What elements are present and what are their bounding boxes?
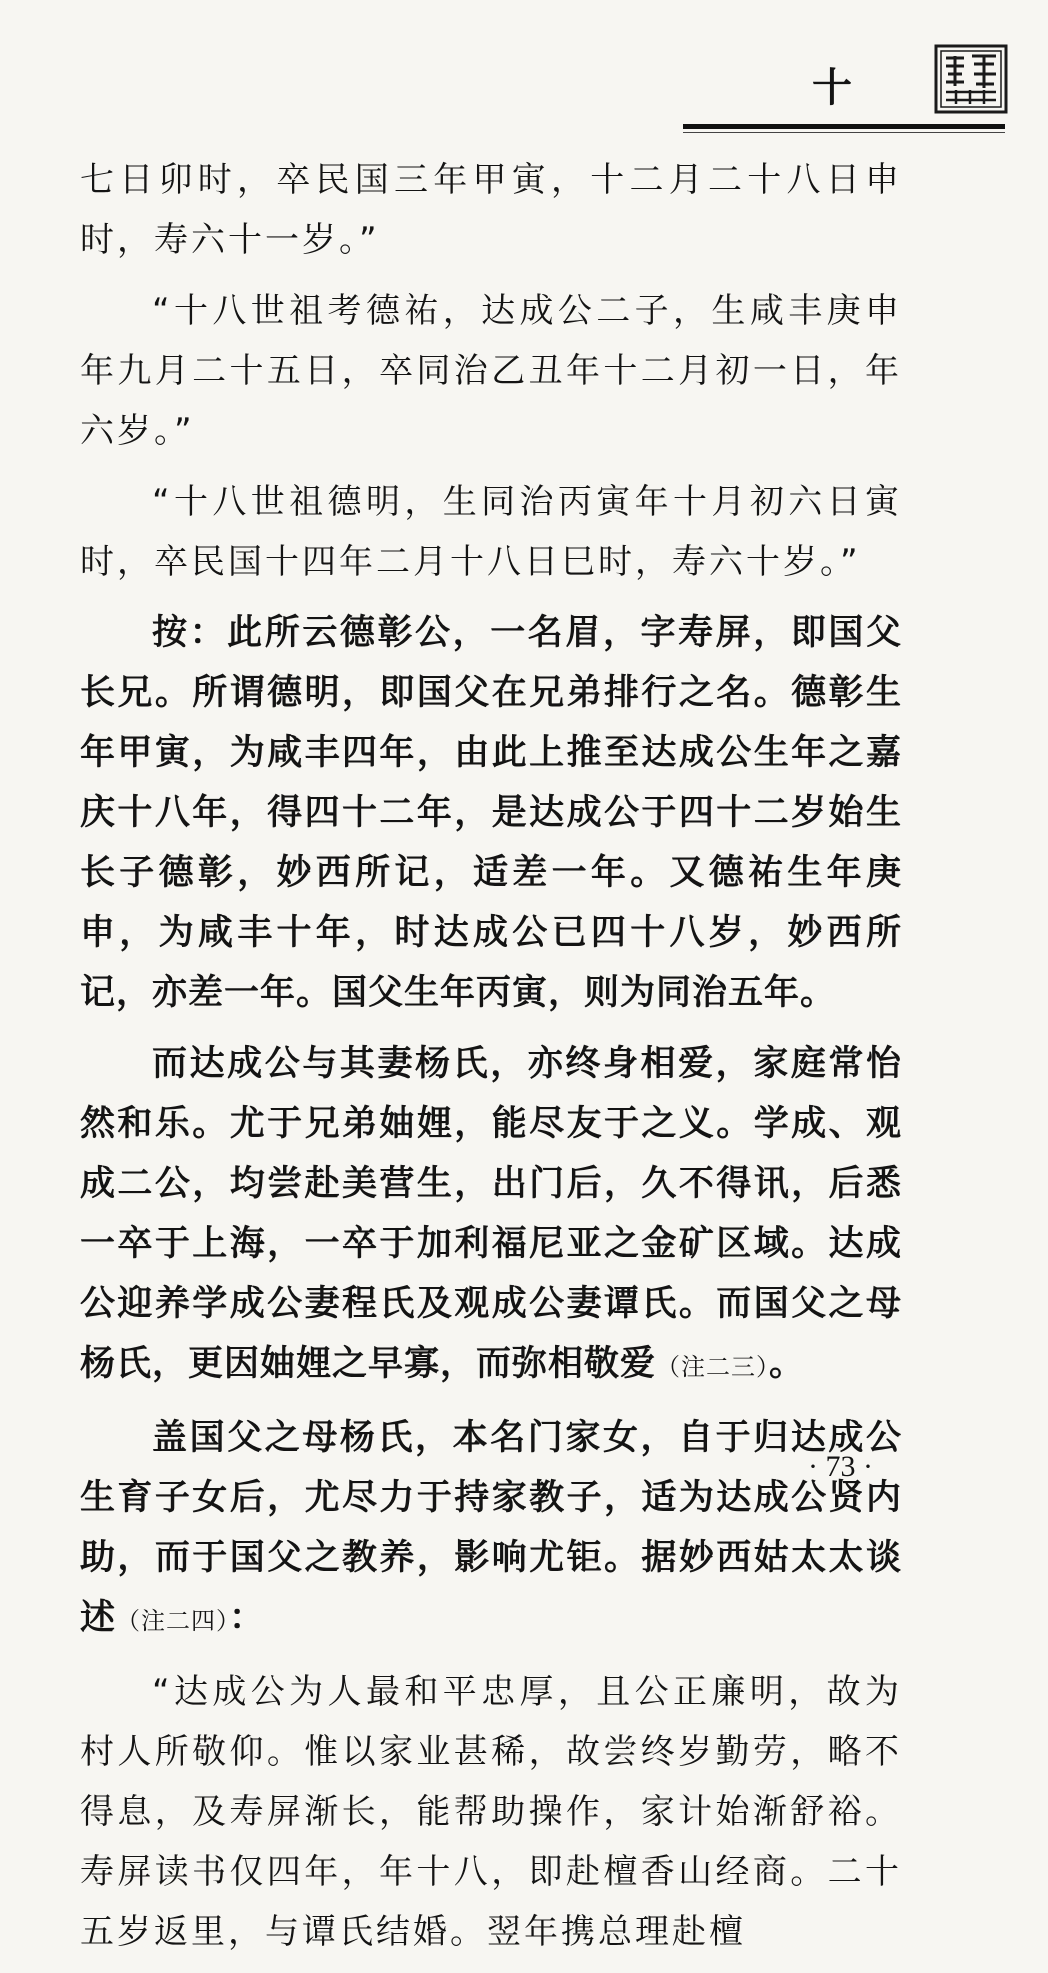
paragraph-3: “十八世祖德明，生同治丙寅年十月初六日寅时，卒民国十四年二月十八日巳时，寿六十岁。” [80, 482, 902, 582]
paragraph-5-text: 而达成公与其妻杨氏，亦终身相爱，家庭常怡然和乐。尤于兄弟妯娌，能尽友于之义。学成、观成二公，均尝赴美营生，出门后，久不得讯，后悉一卒于上海，一卒于加利福尼亚之金矿区域。达成公迎养学成公妻程氏及观成公妻谭氏。而国父之母杨氏，更因妯娌之早寡，而弥相敬爱 [80, 1044, 902, 1384]
body-text [80, 150, 902, 1973]
paragraph-7: “达成公为人最和平忠厚，且公正廉明，故为村人所敬仰。惟以家业甚稀，故尝终岁勤劳，略不得息，及寿屏渐长，能帮助操作，家计始渐舒裕。寿屏读书仅四年，年十八，即赴檀香山经商。二十五岁返里，与谭氏结婚。翌年携总理赴檀 [80, 1672, 902, 1952]
chapter-mark: 十 [812, 64, 852, 111]
paragraph-5 [80, 1034, 902, 1397]
publisher-seal-logo [934, 44, 1008, 114]
footnote-ref-23: （注二三） [656, 1353, 770, 1381]
header-rule-thin [683, 132, 1005, 133]
footnote-ref-24: （注二四） [116, 1607, 230, 1635]
paragraph-6-end: ： [229, 1598, 266, 1638]
paragraph-1: 七日卯时，卒民国三年甲寅，十二月二十八日申时，寿六十一岁。” [80, 160, 902, 260]
paragraph-2: “十八世祖考德祐，达成公二子，生咸丰庚申年九月二十五日，卒同治乙丑年十二月初一日，年六岁。” [80, 291, 902, 451]
paragraph-5-end: 。 [769, 1344, 806, 1384]
page-number: · 73 · [808, 1450, 873, 1483]
header-rule-thick [683, 124, 1005, 129]
paragraph-6-text: 盖国父之母杨氏，本名门家女，自于归达成公生育子女后，尤尽力于持家教子，适为达成公贤内助，而于国父之教养，影响尤钜。据妙西姑太太谈述 [80, 1418, 902, 1638]
paragraph-4: 按：此所云德彰公，一名眉，字寿屏，即国父长兄。所谓德明，即国父在兄弟排行之名。德彰生年甲寅，为咸丰四年，由此上推至达成公生年之嘉庆十八年，得四十二年，是达成公于四十二岁始生长子德彰，妙西所记，适差一年。又德祐生年庚申，为咸丰十年，时达成公已四十八岁，妙西所记，亦差一年。国父生年丙寅，则为同治五年。 [80, 613, 902, 1013]
paragraph-6 [80, 1408, 902, 1651]
